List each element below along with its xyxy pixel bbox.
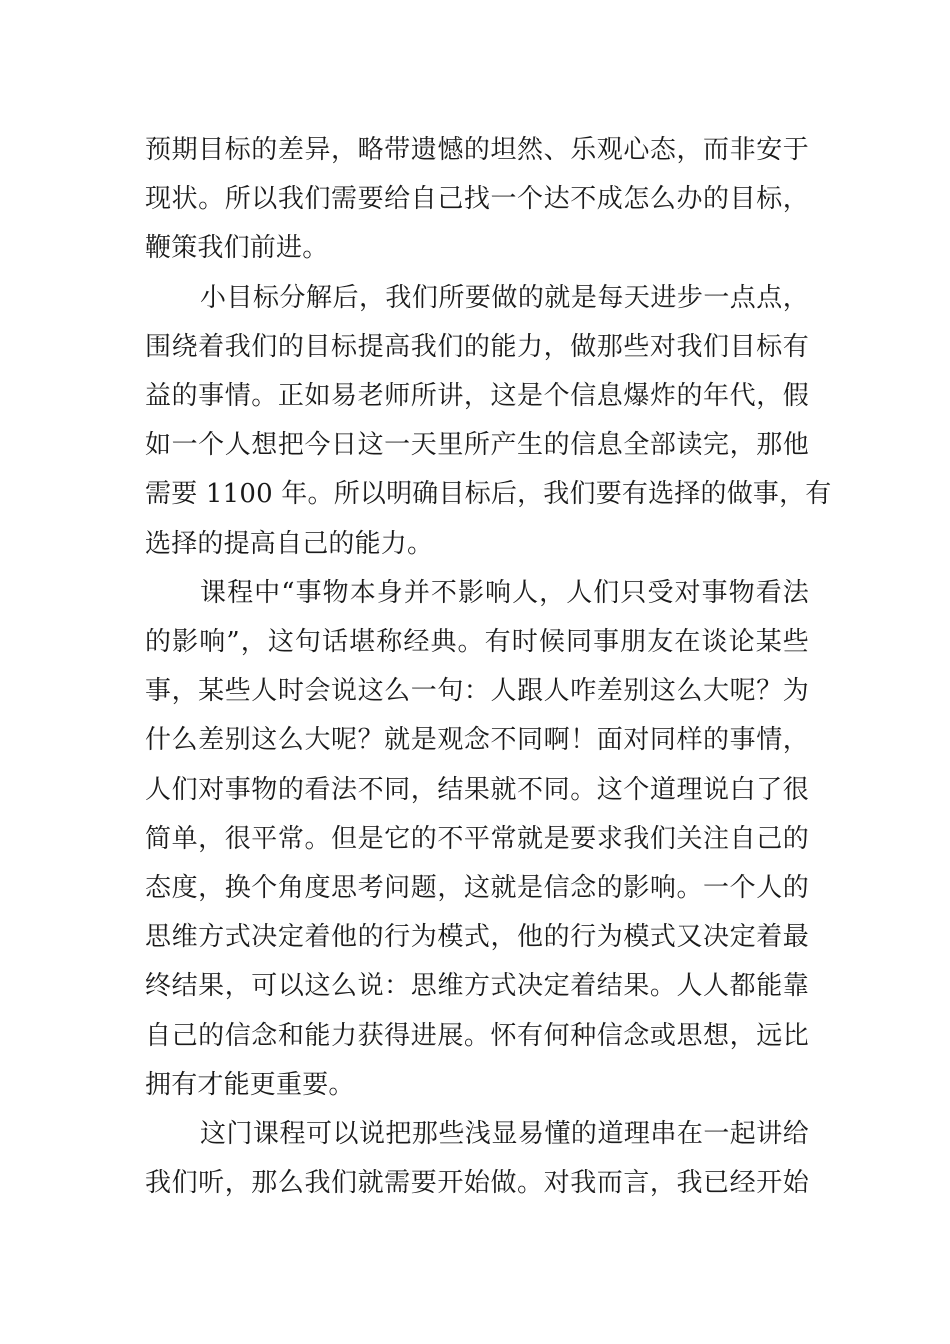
text-line: 课程中“事物本身并不影响人，人们只受对事物看法 [200,577,809,608]
text-line: 益的事情。正如易老师所讲，这是个信息爆炸的年代，假 [145,381,809,412]
text-line: 态度，换个角度思考问题，这就是信念的影响。一个人的 [145,873,809,904]
document-body [145,126,832,1208]
paragraph-4 [145,1110,809,1208]
paragraph-2 [145,274,832,569]
text-line: 人们对事物的看法不同，结果就不同。这个道理说白了很 [145,774,809,805]
text-line: 拥有才能更重要。 [145,1069,355,1100]
text-line: 的影响”，这句话堪称经典。有时候同事朋友在谈论某些 [145,627,809,658]
text-line: 思维方式决定着他的行为模式，他的行为模式又决定着最 [145,922,809,953]
text-line: 这门课程可以说把那些浅显易懂的道理串在一起讲给 [200,1119,809,1150]
text-line: 如一个人想把今日这一天里所产生的信息全部读完，那他 [145,430,809,461]
text-line: 简单，很平常。但是它的不平常就是要求我们关注自己的 [145,823,809,854]
text-line: 我们听，那么我们就需要开始做。对我而言，我已经开始 [145,1168,809,1199]
text-line: 什么差别这么大呢？就是观念不同啊！面对同样的事情， [145,725,809,756]
paragraph-3 [145,569,809,1110]
text-line: 事，某些人时会说这么一句：人跟人咋差别这么大呢？为 [145,676,809,707]
text-line: 需要 1100 年。所以明确目标后，我们要有选择的做事，有 [145,479,832,510]
text-line: 鞭策我们前进。 [145,233,329,264]
text-line: 选择的提高自己的能力。 [145,528,434,559]
text-line: 围绕着我们的目标提高我们的能力，做那些对我们目标有 [145,331,809,362]
text-line: 预期目标的差异，略带遗憾的坦然、乐观心态，而非安于 [145,135,809,165]
text-line: 终结果，可以这么说：思维方式决定着结果。人人都能靠 [145,971,809,1002]
text-line: 现状。所以我们需要给自己找一个达不成怎么办的目标， [145,184,809,215]
text-line: 自己的信念和能力获得进展。怀有何种信念或思想，远比 [145,1020,809,1051]
paragraph-1 [145,126,809,274]
text-line: 小目标分解后，我们所要做的就是每天进步一点点， [200,282,809,313]
